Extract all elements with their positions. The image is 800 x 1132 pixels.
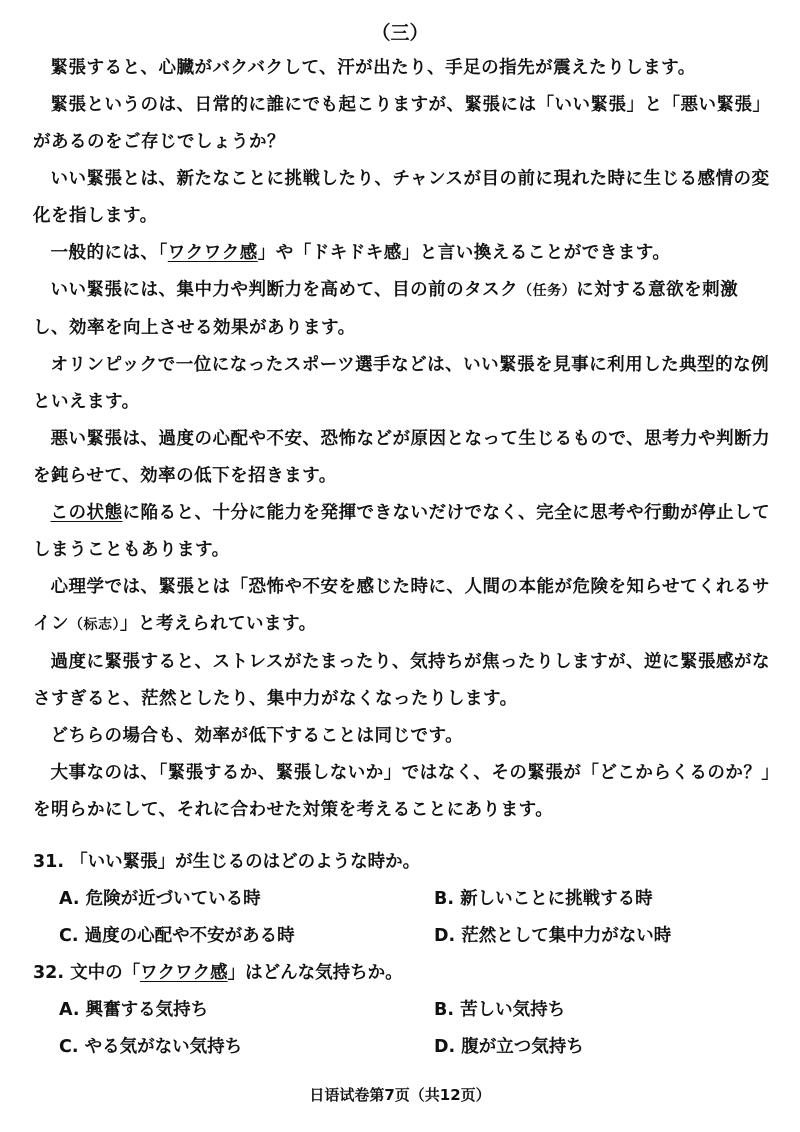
paragraph-7: 悪い緊張は、過度の心配や不安、恐怖などが原因となって生じるもので、思考力や判断力を鈍らせて、効率の低下を招きます。 (33, 429, 771, 486)
paragraph-2: 緊張というのは、日常的に誰にでも起こりますが、緊張には「いい緊張」と「悪い緊張」があるのをご存じでしょうか？ (33, 95, 771, 152)
underlined-wakuwaku: ワクワク感 (140, 963, 228, 983)
option-b[interactable]: B. 新しいことに挑戦する時 (434, 889, 653, 909)
paragraph-12: 大事なのは、「緊張するか、緊張しないか」ではなく、その緊張が「どこからくるのか？」を明らかにして、それに合わせた対策を考えることにあります。 (33, 763, 771, 820)
option-a[interactable]: A. 興奮する気持ち (59, 1000, 209, 1020)
paragraph-6: オリンピックで一位になったスポーツ選手などは、いい緊張を見事に利用した典型的な例といえます。 (33, 355, 770, 412)
option-d[interactable]: D. 腹が立つ気持ち (434, 1037, 584, 1057)
reading-passage (33, 50, 773, 829)
question-32 (33, 955, 773, 1066)
paragraph-5-after: に対する意欲を刺激し、効率を向上させる効果があります。 (33, 280, 739, 338)
underlined-kono-joutai: この状態 (50, 503, 123, 523)
paragraph-11: どちらの場合も、効率が低下することは同じです。 (50, 726, 464, 746)
question-31 (33, 844, 773, 955)
gloss-note: （任务） (518, 283, 577, 299)
question-list (33, 844, 773, 1066)
option-c[interactable]: C. やる気がない気持ち (59, 1037, 243, 1057)
paragraph-4-before: 一般的には、「 (50, 243, 168, 263)
question-stem: 31. 「いい緊張」が生じるのはどのような時か。 (33, 852, 421, 872)
underlined-wakuwaku: ワクワク感 (167, 243, 258, 263)
paragraph-9-before: 心理学では、緊張とは「恐怖や不安を感じた時に、人間の本能が危険を知らせてくれるサイン (33, 577, 770, 634)
option-d[interactable]: D. 茫然として集中力がない時 (434, 926, 672, 946)
option-c[interactable]: C. 過度の心配や不安がある時 (59, 926, 295, 946)
option-a[interactable]: A. 危険が近づいている時 (59, 889, 261, 909)
paragraph-5-before: いい緊張には、集中力や判断力を高めて、目の前のタスク (50, 280, 519, 300)
paragraph-1: 緊張すると、心臓がバクバクして、汗が出たり、手足の指先が震えたりします。 (50, 58, 696, 78)
paragraph-5 (33, 272, 773, 347)
question-stem (33, 955, 773, 992)
option-b[interactable]: B. 苦しい気持ち (434, 1000, 566, 1020)
paragraph-4 (33, 235, 773, 272)
paragraph-8-after: に陥ると、十分に能力を発揮できないだけでなく、完全に思考や行動が停止してしまうこともあります。 (33, 503, 771, 560)
answer-options (33, 881, 773, 955)
stem-after: 」はどんな気持ちか。 (227, 963, 403, 983)
paragraph-4-after: 」や「ドキドキ感」と言い換えることができます。 (257, 243, 671, 263)
paragraph-3: いい緊張とは、新たなことに挑戦したり、チャンスが目の前に現れた時に生じる感情の変化を指します。 (33, 169, 770, 226)
section-title: （三） (371, 22, 429, 44)
answer-options (33, 992, 773, 1066)
gloss-note: （标志） (69, 617, 120, 633)
paragraph-8 (33, 495, 773, 569)
stem-before: 32. 文中の「 (33, 963, 141, 983)
paragraph-9 (33, 569, 773, 644)
page-footer: 日语试卷第7页（共12页） (309, 1086, 491, 1104)
paragraph-9-after: 」と考えられています。 (120, 614, 317, 634)
paragraph-10: 過度に緊張すると、ストレスがたまったり、気持ちが焦ったりしますが、逆に緊張感がなさすぎると、茫然としたり、集中力がなくなったりします。 (33, 652, 770, 709)
